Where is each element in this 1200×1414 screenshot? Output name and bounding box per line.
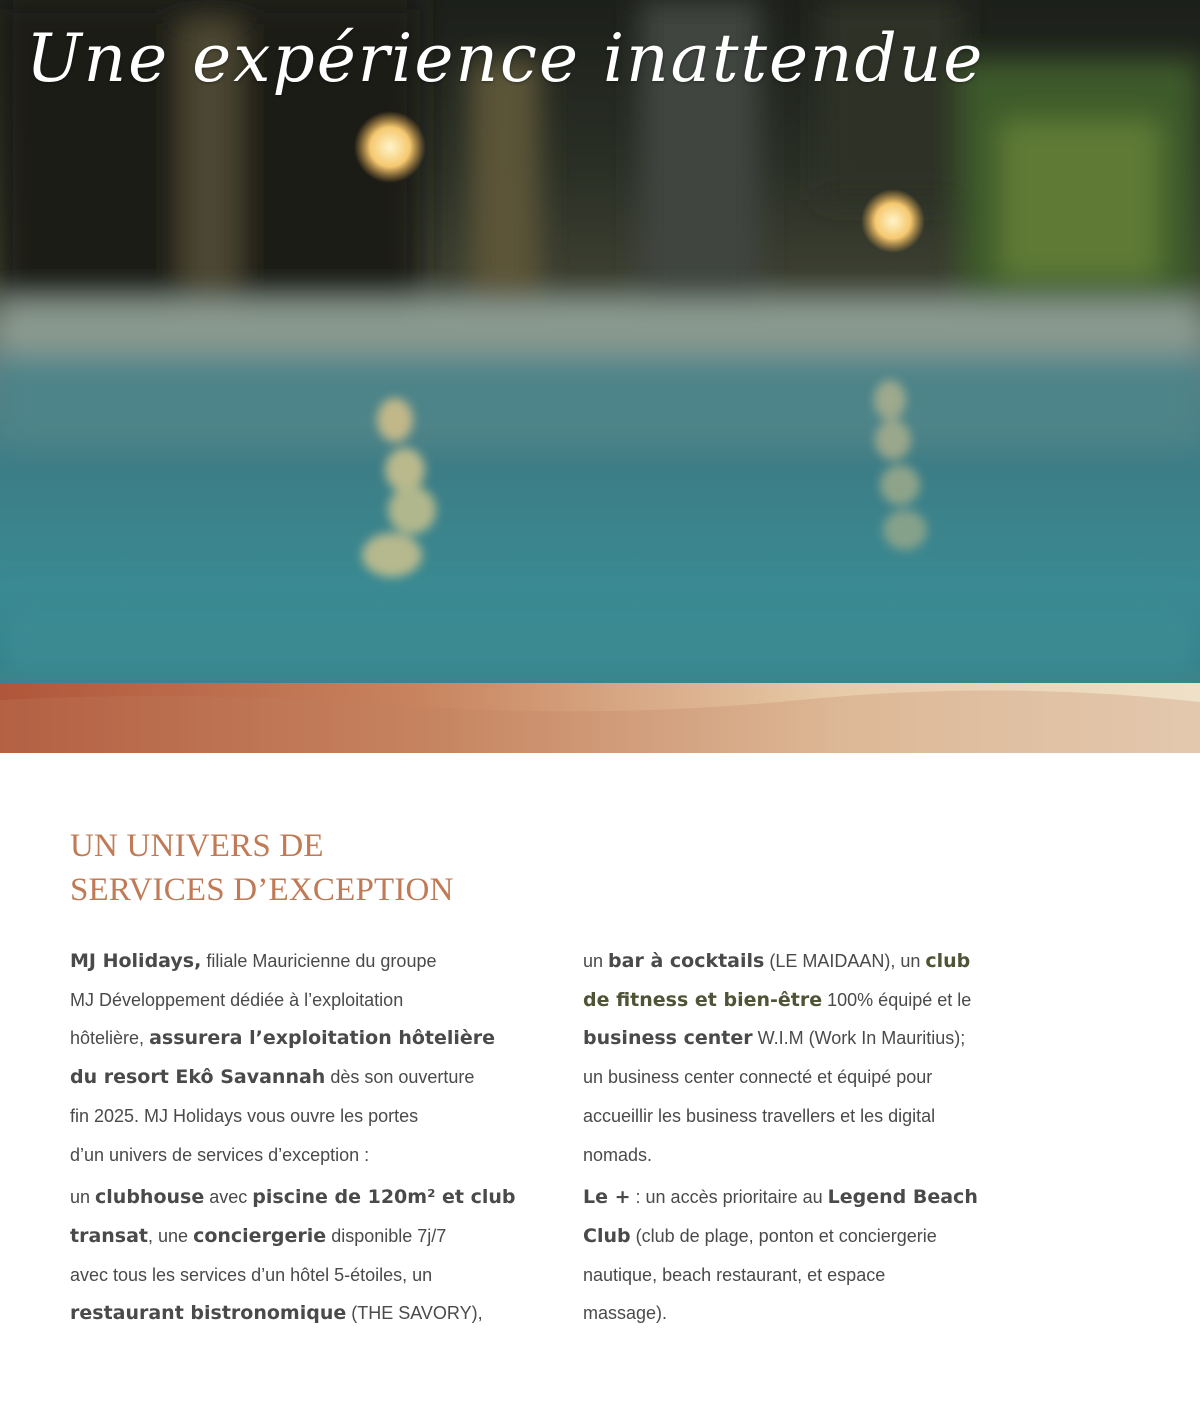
text: (club de plage, ponton et conciergerie xyxy=(630,1225,937,1246)
text: un business center connecté et équipé pour xyxy=(583,1067,933,1088)
text-bold: restaurant bistronomique xyxy=(70,1302,347,1325)
text-bold: clubhouse xyxy=(95,1186,205,1209)
text-bold: Legend Beach xyxy=(827,1186,978,1209)
text: un xyxy=(70,1187,96,1208)
hero-title: Une expérience inattendue xyxy=(26,20,985,97)
text: : un accès prioritaire au xyxy=(630,1187,828,1208)
text: 100% équipé et le xyxy=(822,989,972,1010)
text-bold: club xyxy=(925,950,971,972)
text: fin 2025. MJ Holidays vous ouvre les portes xyxy=(70,1105,419,1126)
text: disponible 7j/7 xyxy=(326,1225,447,1246)
text: hôtelière, xyxy=(70,1028,150,1049)
text: massage). xyxy=(583,1303,668,1324)
text-bold: transat xyxy=(70,1224,149,1247)
text: accueillir les business travellers et les digital xyxy=(583,1105,936,1126)
text: (LE MAIDAAN), un xyxy=(764,951,926,971)
right-paragraph-1 xyxy=(583,942,1013,1174)
text: nomads. xyxy=(583,1144,653,1165)
text: avec xyxy=(204,1187,253,1208)
text: , une xyxy=(148,1225,194,1246)
left-paragraph-1 xyxy=(70,942,540,1174)
text-bold: assurera l’exploitation hôtelière xyxy=(149,1027,496,1050)
text: (THE SAVORY), xyxy=(346,1303,483,1324)
text-bold: du resort Ekô Savannah xyxy=(70,1066,326,1089)
text-bold: Le + xyxy=(583,1186,631,1209)
text-bold: MJ Holidays, xyxy=(70,950,202,972)
section-title-line-2: SERVICES D’EXCEPTION xyxy=(70,872,454,908)
text-bold: de fitness et bien-être xyxy=(583,988,823,1011)
text: avec tous les services d’un hôtel 5-étoiles, un xyxy=(70,1264,433,1285)
text: d’un univers de services d’exception : xyxy=(70,1144,370,1165)
text-bold: bar à cocktails xyxy=(608,950,765,972)
right-paragraph-2 xyxy=(583,1178,1013,1333)
section-title xyxy=(70,824,670,912)
text: nautique, beach restaurant, et espace xyxy=(583,1264,886,1285)
text-bold: conciergerie xyxy=(193,1224,327,1247)
left-paragraph-2 xyxy=(70,1178,540,1333)
text: un xyxy=(583,951,609,971)
text-bold: business center xyxy=(583,1027,753,1050)
right-column xyxy=(583,942,1013,1333)
text: MJ Développement dédiée à l’exploitation xyxy=(70,989,404,1010)
text: dès son ouverture xyxy=(325,1067,475,1088)
text: W.I.M (Work In Mauritius); xyxy=(752,1028,966,1049)
text-bold: piscine de 120m² et club xyxy=(252,1186,516,1209)
section-title-line-1: UN UNIVERS DE xyxy=(70,828,324,864)
text: filiale Mauricienne du groupe xyxy=(201,951,437,971)
text-bold: Club xyxy=(583,1224,631,1247)
left-column xyxy=(70,942,540,1333)
